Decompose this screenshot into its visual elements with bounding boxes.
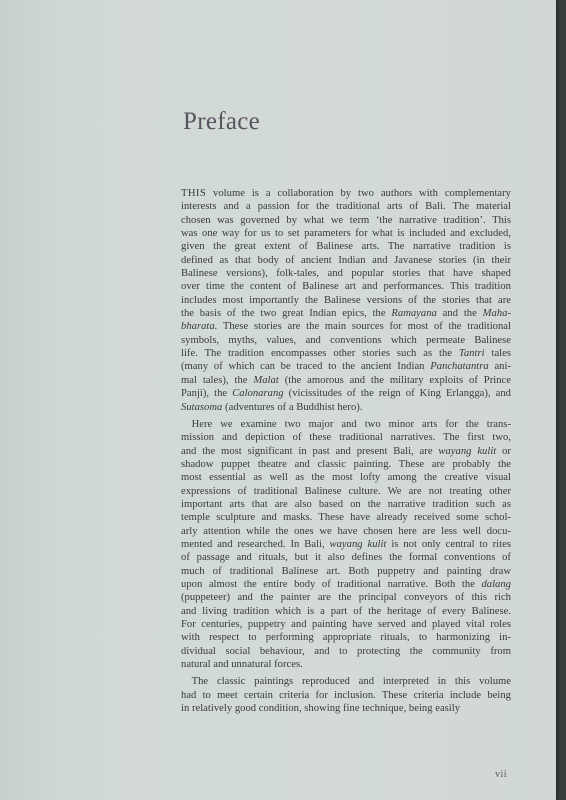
text-line: [181, 418, 511, 431]
text-run: life. The tradition encompasses other stories such as the: [181, 348, 459, 360]
text-run: was one way for us to set parameters for what is included and excluded,: [181, 228, 511, 240]
text-run: most essential as well as the most lofty among the creative visual: [181, 472, 511, 484]
text-line: [181, 578, 511, 591]
text-run: expressions of traditional Balinese culture. We are not treating other: [181, 485, 511, 497]
text-line: [181, 401, 511, 414]
text-run: For centuries, puppetry and painting have served and played vital roles: [181, 619, 511, 630]
page-number: vii: [495, 769, 508, 780]
text-run: temple sculpture and masks. These have already received some schol-: [181, 512, 511, 524]
text-line: [181, 200, 511, 213]
text-run: of passage and rituals, but it also defines the formal conventions of: [181, 552, 511, 564]
text-line: [181, 538, 511, 551]
text-line: [181, 214, 511, 227]
text-run: tales: [484, 348, 511, 360]
text-run: (the amorous and the military exploits of Prince: [278, 374, 511, 386]
italic-term: Panchatantra: [430, 361, 489, 373]
text-run: mented and researched. In Bali,: [181, 538, 330, 550]
text-line: [181, 618, 511, 631]
text-line: [181, 254, 511, 267]
italic-term: bharata.: [181, 321, 218, 333]
text-run: Here we examine two major and two minor arts for the trans-: [181, 418, 511, 430]
text-line: [181, 658, 511, 671]
italic-term: Sutasoma: [181, 401, 223, 413]
body-text: [181, 187, 511, 715]
text-run: in relatively good condition, showing fine technique, being easily: [181, 703, 461, 715]
text-line: [181, 227, 511, 240]
italic-term: dalang: [481, 578, 511, 590]
text-run: natural and unnatural forces.: [181, 659, 303, 671]
text-line: [181, 525, 511, 538]
text-line: [181, 551, 511, 564]
text-run: with respect to performing appropriate rituals, to harmonizing in-: [181, 632, 511, 644]
text-run: the basis of the two great Indian epics, the: [181, 308, 392, 320]
text-run: mission and depiction of these traditional narratives. The first two,: [181, 432, 511, 444]
text-run: ani-: [488, 361, 511, 373]
italic-term: Tantri: [458, 348, 485, 360]
text-run: These stories are the main sources for most of the traditional: [217, 321, 511, 333]
text-run: important arts that are also based on the narrative tradition such as: [181, 498, 511, 510]
text-line: [181, 605, 511, 618]
text-run: and the most significant in past and present Bali, are: [181, 445, 439, 457]
text-run: chosen was governed by what we term ‘the narrative tradition’. This: [181, 214, 511, 226]
text-run: upon almost the entire body of traditional narrative. Both the: [181, 578, 482, 590]
text-run: interests and a passion for the traditional arts of Bali. The material: [181, 201, 511, 213]
text-run: mal tales), the: [181, 374, 254, 386]
text-run: much of traditional Balinese art. Both puppetry and painting draw: [181, 565, 511, 577]
text-run: Panji), the: [181, 388, 233, 400]
text-run: symbols, myths, values, and conventions which permeate Balinese: [181, 334, 511, 346]
text-run: over time the content of Balinese art and performances. This tradition: [181, 281, 511, 293]
text-line: [181, 387, 511, 400]
text-line: [181, 240, 511, 253]
paragraph: [181, 187, 511, 414]
text-line: [181, 565, 511, 578]
text-line: [181, 458, 511, 471]
page-heading: Preface: [183, 107, 261, 135]
text-line: [181, 675, 511, 688]
text-line: [181, 498, 511, 511]
text-run: or: [496, 445, 511, 457]
text-line: [181, 591, 511, 604]
text-run: is not only central to rites: [386, 538, 511, 550]
text-line: [181, 334, 511, 347]
text-run: arly attention while the ones we have chosen here are less well docu-: [181, 525, 511, 537]
text-run: (adventures of a Buddhist hero).: [222, 401, 363, 413]
text-line: [181, 280, 511, 293]
text-run: dividual social behaviour, and to protecting the community from: [181, 645, 511, 657]
text-line: [181, 471, 511, 484]
text-line: [181, 431, 511, 444]
text-run: had to meet certain criteria for inclusion. These criteria include being: [181, 689, 511, 701]
text-line: [181, 631, 511, 644]
text-line: [181, 360, 511, 373]
text-run: The classic paintings reproduced and interpreted in this volume: [181, 676, 511, 688]
text-line: [181, 511, 511, 524]
text-line: [181, 347, 511, 360]
text-run: includes most importantly the Balinese versions of the stories that are: [181, 294, 511, 306]
text-line: [181, 294, 511, 307]
paragraph: [181, 418, 511, 672]
italic-term: Calonarang: [232, 388, 284, 400]
text-line: [181, 320, 511, 333]
text-run: (many of which can be traced to the ancient Indian: [181, 361, 431, 373]
text-line: [181, 445, 511, 458]
text-run: and the: [436, 308, 483, 320]
text-run: (vicissitudes of the reign of King Erlangga), and: [283, 388, 512, 400]
text-line: [181, 702, 511, 715]
text-line: [181, 267, 511, 280]
text-run: given the great extent of Balinese arts. The narrative tradition is: [181, 241, 511, 253]
italic-term: wayang kulit: [438, 445, 497, 457]
text-line: [181, 374, 511, 387]
text-run: (puppeteer) and the painter are the principal conveyors of this rich: [181, 592, 511, 604]
italic-term: Maha-: [482, 308, 511, 320]
text-line: [181, 307, 511, 320]
text-run: volume is a collaboration by two authors with complementary: [206, 188, 511, 199]
text-run: and living tradition which is a part of the heritage of every Balinese.: [181, 605, 511, 617]
text-line: [181, 689, 511, 702]
italic-term: Ramayana: [391, 308, 437, 320]
text-run: THIS: [181, 188, 207, 199]
italic-term: Malat: [253, 374, 279, 386]
text-line: [181, 187, 511, 200]
text-run: shadow puppet theatre and classic painting. These are probably the: [181, 458, 511, 470]
text-line: [181, 645, 511, 658]
text-run: Balinese versions), folk-tales, and popular stories that have shaped: [181, 268, 511, 280]
text-run: defined as that body of ancient Indian and Javanese stories (in their: [181, 254, 511, 266]
paragraph: [181, 675, 511, 715]
text-line: [181, 485, 511, 498]
italic-term: wayang kulit: [329, 538, 387, 550]
